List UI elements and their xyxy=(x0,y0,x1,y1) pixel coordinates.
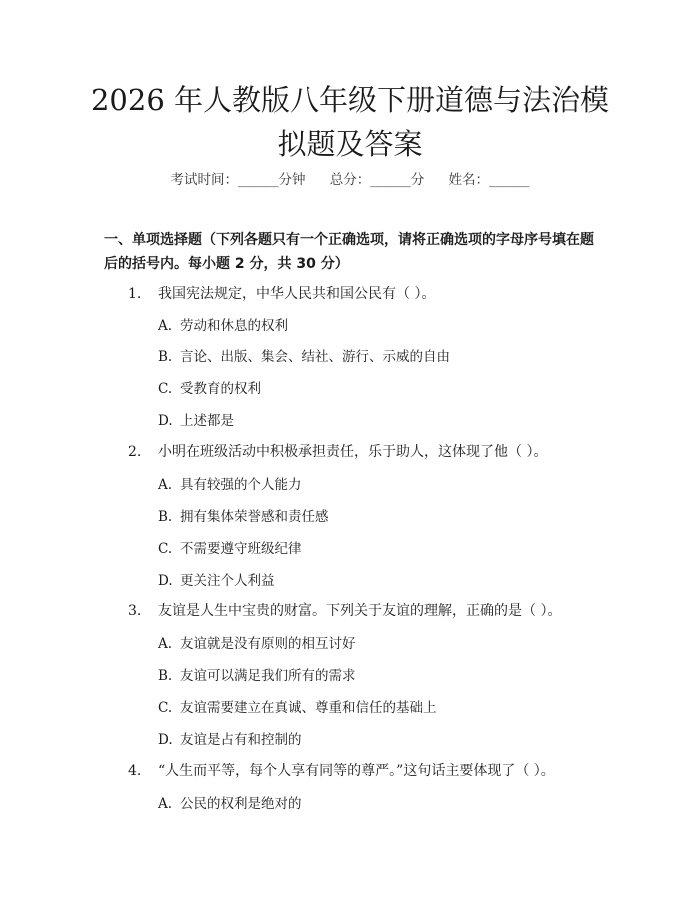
option-letter: A. xyxy=(158,636,173,652)
option-2c xyxy=(158,537,302,557)
question-text: 友谊是人生中宝贵的财富。下列关于友谊的理解，正确的是（ ）。 xyxy=(158,603,562,619)
question-number: 2. xyxy=(128,444,142,460)
question-1 xyxy=(128,283,435,303)
option-2d xyxy=(158,569,275,589)
option-text: 具有较强的个人能力 xyxy=(180,477,302,493)
option-text: 上述都是 xyxy=(180,413,234,429)
option-text: 拥有集体荣誉感和责任感 xyxy=(180,509,329,525)
option-1b xyxy=(158,345,450,365)
question-text: 小明在班级活动中积极承担责任，乐于助人，这体现了他（ ）。 xyxy=(158,444,548,460)
section-heading: 一、单项选择题（下列各题只有一个正确选项，请将正确选项的字母序号填在题后的括号内。每小题 2 分，共 30 分） xyxy=(104,232,594,272)
option-3d xyxy=(158,728,302,748)
option-letter: C. xyxy=(158,381,173,397)
option-4a xyxy=(158,792,302,812)
option-3a xyxy=(158,632,356,652)
option-2b xyxy=(158,505,329,525)
option-letter: B. xyxy=(158,509,173,525)
option-letter: A. xyxy=(158,477,173,493)
option-3c xyxy=(158,696,437,716)
option-letter: B. xyxy=(158,349,173,365)
question-2 xyxy=(128,441,547,461)
option-text: 言论、出版、集会、结社、游行、示威的自由 xyxy=(180,349,450,365)
question-text: 我国宪法规定，中华人民共和国公民有（ ）。 xyxy=(158,286,436,302)
option-text: 不需要遵守班级纪律 xyxy=(180,541,302,557)
option-1a xyxy=(158,314,288,334)
option-3b xyxy=(158,664,356,684)
option-text: 友谊就是没有原则的相互讨好 xyxy=(180,636,356,652)
exam-meta xyxy=(0,168,700,188)
option-text: 更关注个人利益 xyxy=(180,573,275,589)
option-1d xyxy=(158,409,234,429)
option-text: 受教育的权利 xyxy=(180,381,261,397)
option-letter: C. xyxy=(158,700,173,716)
option-letter: D. xyxy=(158,732,173,748)
option-text: 友谊需要建立在真诚、尊重和信任的基础上 xyxy=(180,700,437,716)
option-letter: B. xyxy=(158,668,173,684)
question-3 xyxy=(128,600,561,620)
question-number: 1. xyxy=(128,286,142,302)
question-text: “人生而平等，每个人享有同等的尊严。”这句话主要体现了（ ）。 xyxy=(158,763,555,779)
question-4 xyxy=(128,760,555,780)
option-text: 友谊可以满足我们所有的需求 xyxy=(180,668,356,684)
question-number: 4. xyxy=(128,763,142,779)
exam-time: 考试时间：______分钟 xyxy=(170,172,306,188)
option-letter: A. xyxy=(158,318,173,334)
option-1c xyxy=(158,377,261,397)
option-letter: D. xyxy=(158,573,173,589)
exam-score: 总分：______分 xyxy=(329,172,425,188)
student-name: 姓名：______ xyxy=(448,172,530,188)
option-letter: D. xyxy=(158,413,173,429)
option-2a xyxy=(158,473,302,493)
option-text: 友谊是占有和控制的 xyxy=(180,732,302,748)
option-text: 公民的权利是绝对的 xyxy=(180,796,302,812)
question-number: 3. xyxy=(128,603,142,619)
option-text: 劳动和休息的权利 xyxy=(180,318,288,334)
page-title: 2026 年人教版八年级下册道德与法治模拟题及答案 xyxy=(90,83,610,161)
option-letter: A. xyxy=(158,796,173,812)
option-letter: C. xyxy=(158,541,173,557)
